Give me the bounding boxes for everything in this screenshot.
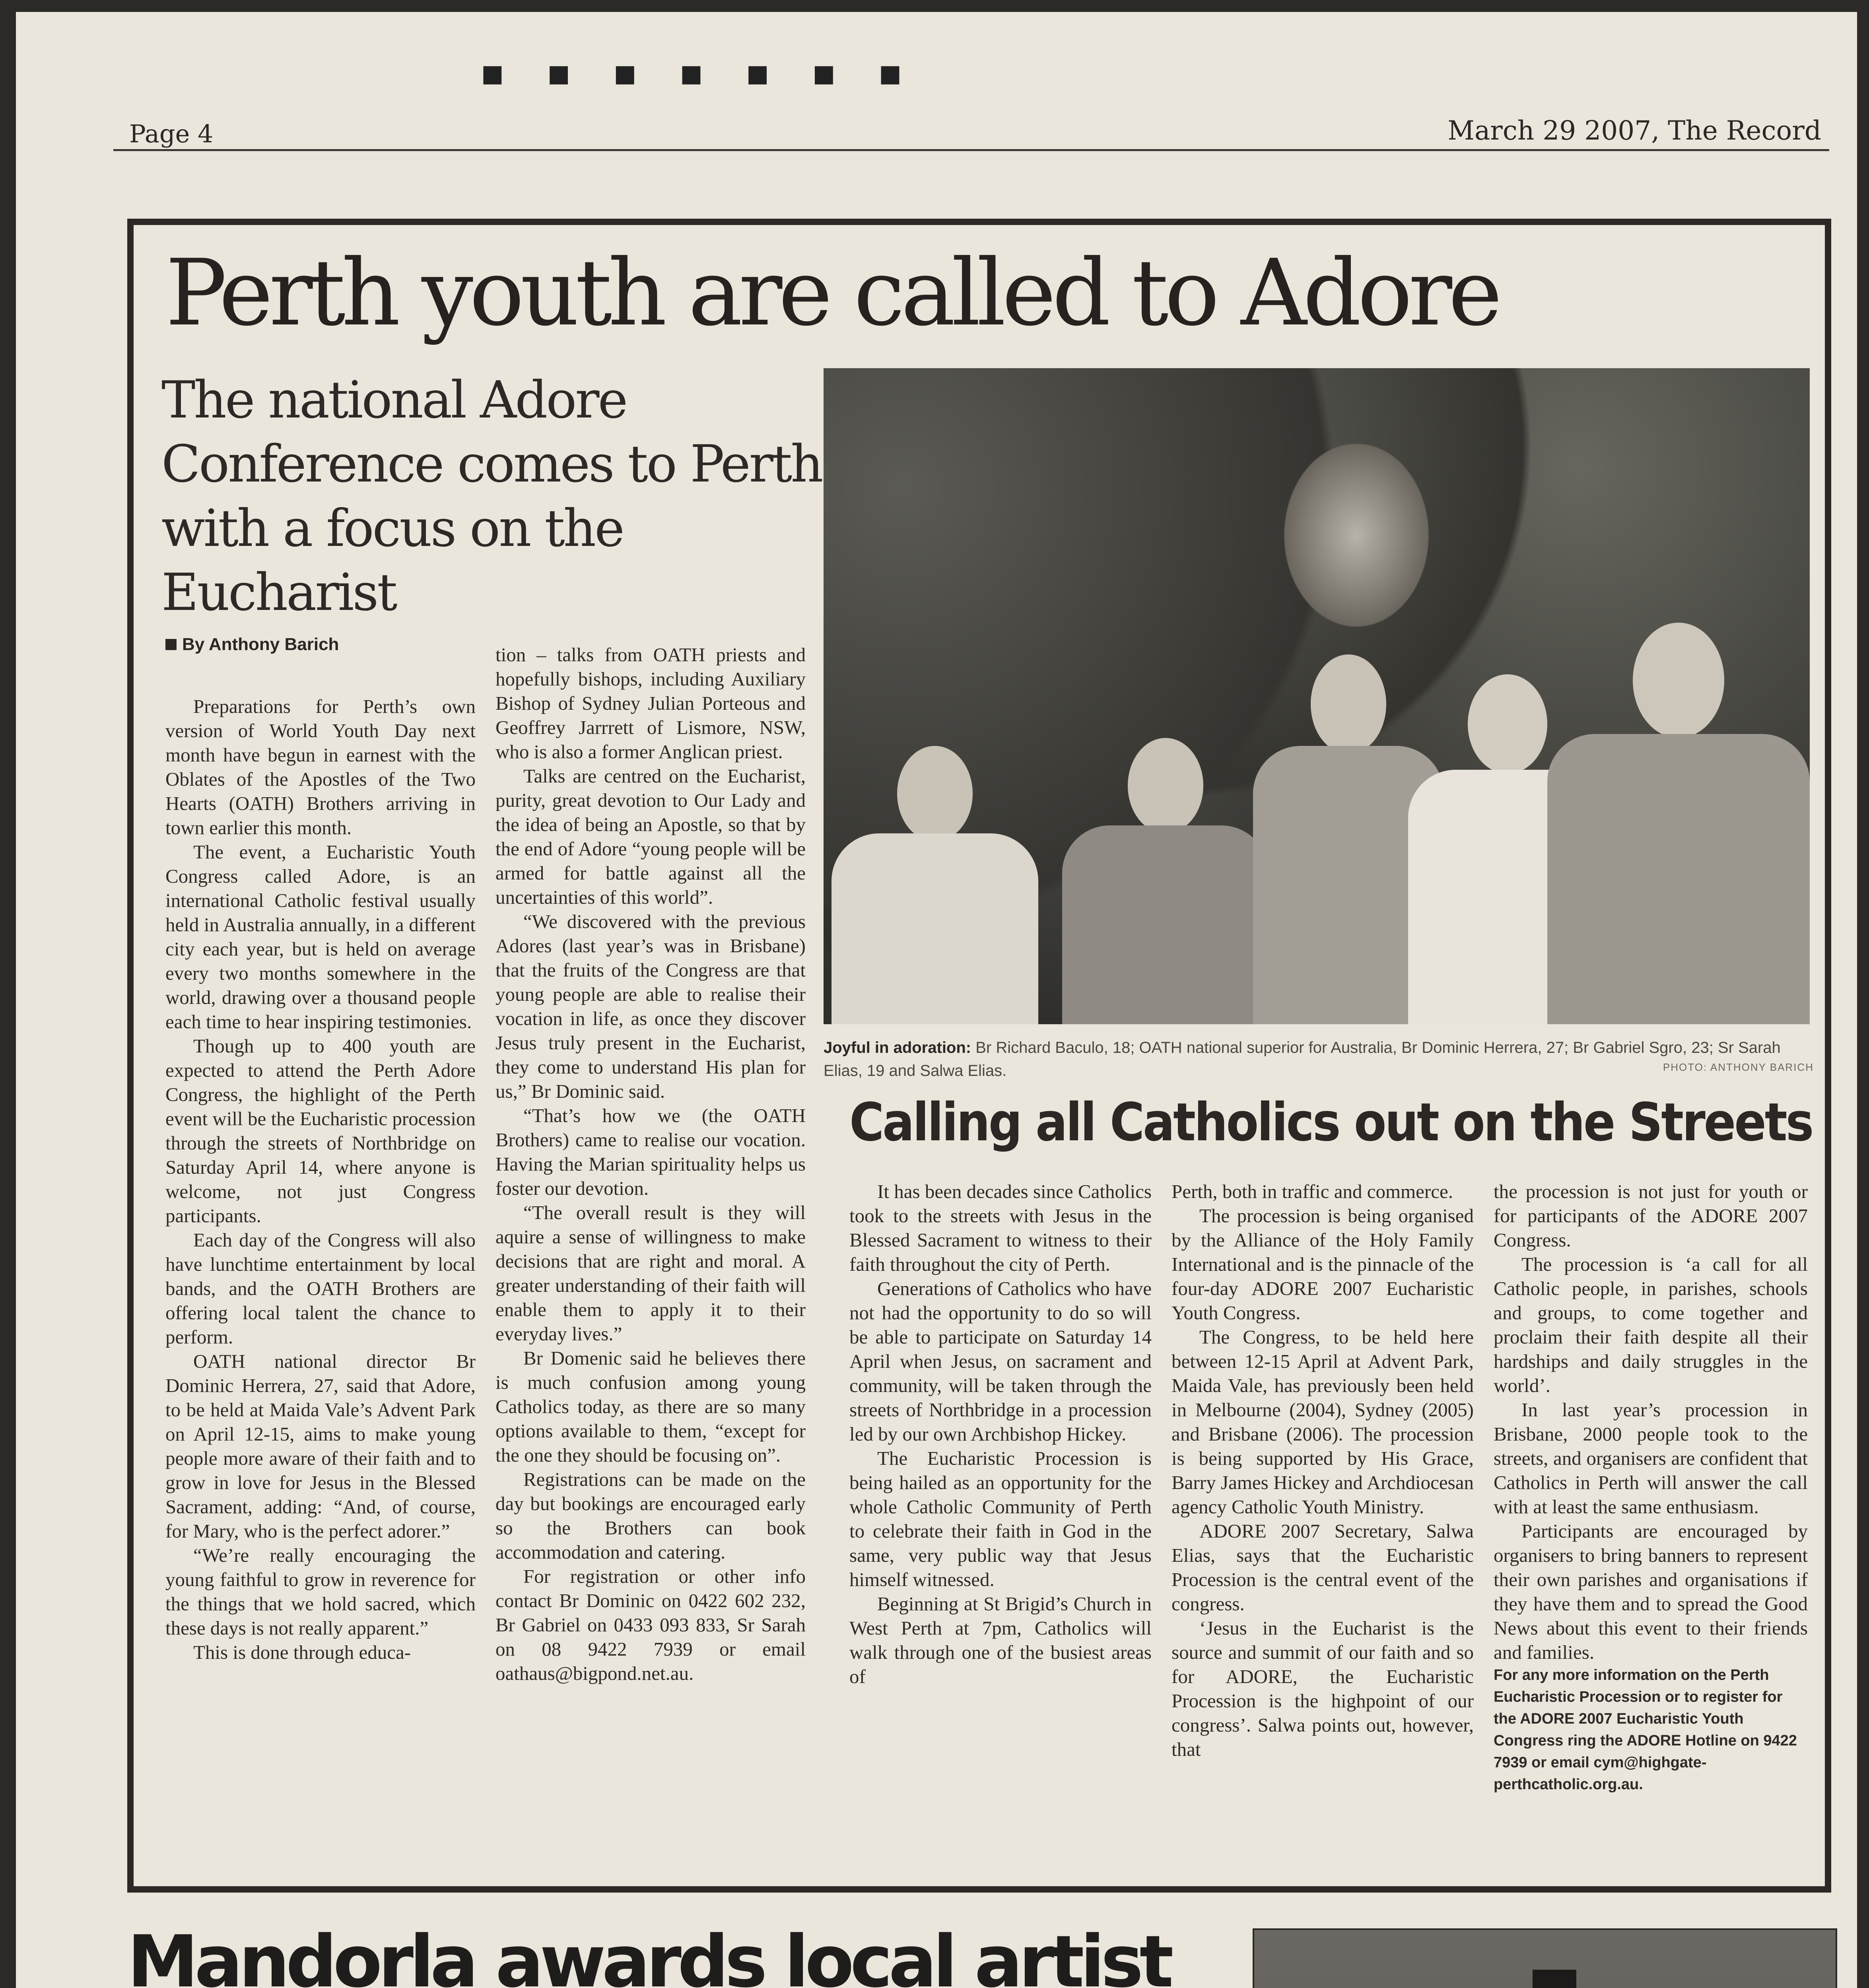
paragraph: “The overall result is they will aquire a sense of willingness to make decisions that are right and moral. A greater understanding of their faith will enable them to apply it to their everyday lives.” bbox=[495, 1202, 806, 1345]
paragraph: The procession is being organised by the Alliance of the Holy Family International and is the pinnacle of the four-day ADORE 2007 Eucharistic Youth Congress. bbox=[1172, 1205, 1474, 1324]
page-header bbox=[113, 103, 1829, 151]
paragraph: “We’re really encouraging the young faithful to grow in reverence for the things that we hold sacred, which these days is not really apparent.” bbox=[165, 1544, 476, 1639]
paragraph: tion – talks from OATH priests and hopefully bishops, including Auxiliary Bishop of Sydney Julian Porteous and Geoffrey Jarrrett of Lismore, NSW, who is also a former Anglican priest. bbox=[495, 644, 806, 763]
paragraph: For registration or other info contact Br Dominic on 0422 602 232, Br Gabriel on 0433 093 833, Sr Sarah on 08 9422 7939 or email oathaus@bigpond.net.au. bbox=[495, 1565, 806, 1684]
adore-deck: The national Adore Conference comes to Perth with a focus on the Eucharist bbox=[161, 371, 822, 622]
calling-column-1 bbox=[849, 1179, 1152, 1689]
paragraph: the procession is not just for youth or for participants of the ADORE 2007 Congress. bbox=[1494, 1180, 1808, 1251]
paragraph: Though up to 400 youth are expected to attend the Perth Adore Congress, the highlight of the Perth event will be the Eucharistic procession through the streets of Northbridge on Saturday April 14, where anyone is welcome, not just Congress participants. bbox=[165, 1035, 476, 1227]
paragraph: Generations of Catholics who have not had the opportunity to do so will be able to participate on Saturday 14 April when Jesus, on sacrament and community, will be taken through the streets of Northbridge in a procession led by our own Archbishop Hickey. bbox=[849, 1277, 1152, 1445]
paragraph: “We discovered with the previous Adores (last year’s was in Brisbane) that the fruits of the Congress are that young people are able to realise their vocation in life, as once they discover Jesus truly present in the Eucharist, they come to understand His plan for us,” Br Dominic said. bbox=[495, 911, 806, 1102]
calling-headline: Calling all Catholics out on the Streets bbox=[849, 1092, 1813, 1153]
photo-figure-2 bbox=[1062, 738, 1269, 1024]
issue-date: March 29 2007, The Record bbox=[1447, 115, 1821, 146]
paragraph: Perth, both in traffic and commerce. bbox=[1172, 1180, 1453, 1202]
paragraph: The event, a Eucharistic Youth Congress called Adore, is an international Catholic festival usually held in Australia annually, in a different city each year, but is held on average every two months somewhere in the world, drawing over a thousand people each time to hear inspiring testimonies. bbox=[165, 841, 476, 1033]
newspaper-page bbox=[16, 12, 1857, 1988]
adore-byline bbox=[165, 635, 339, 654]
caption-text: Br Richard Baculo, 18; OATH national superior for Australia, Br Dominic Herrera, 27; Br Gabriel Sgro, 23; Sr Sarah Elias, 19 and Salwa Elias. bbox=[824, 1039, 1781, 1079]
paragraph: The procession is ‘a call for all Catholic people, in parishes, schools and groups, to come together and proclaim their faith despite all their hardships and daily struggles in the world’. bbox=[1494, 1253, 1808, 1396]
adore-photo-caption bbox=[824, 1036, 1814, 1082]
contact-note: For any more information on the Perth Eucharistic Procession or to register for the ADORE 2007 Eucharistic Youth Congress ring the ADORE Hotline on 9422 7939 or email cym@highgate-perthcatholic.org.au. bbox=[1494, 1667, 1797, 1793]
caption-label: Joyful in adoration: bbox=[824, 1039, 971, 1056]
paragraph: Participants are encouraged by organisers to bring banners to represent their own parishes and organisations if they have them and to spread the Good News about this event to their friends and families. bbox=[1494, 1520, 1808, 1663]
calling-column-2 bbox=[1172, 1179, 1474, 1761]
adoration-photo bbox=[824, 368, 1810, 1024]
paragraph: This is done through educa- bbox=[193, 1641, 411, 1663]
mandorla-headline: Mandorla awards local artist bbox=[127, 1920, 1170, 1988]
adore-headline: Perth youth are called to Adore bbox=[165, 240, 1499, 346]
registration-marks: ■■■■■■■ bbox=[481, 60, 945, 87]
paragraph: Preparations for Perth’s own version of World Youth Day next month have begun in earnest with the Oblates of the Apostles of the Two Hearts (OATH) Brothers arriving in town earlier this month. bbox=[165, 695, 476, 839]
paragraph: Registrations can be made on the day but bookings are encouraged early so the Brothers can book accommodation and catering. bbox=[495, 1468, 806, 1563]
paragraph: OATH national director Br Dominic Herrera, 27, said that Adore, to be held at Maida Vale’s Advent Park on April 12-15, aims to make young people more aware of their faith and to grow in love for Jesus in the Blessed Sacrament, adding: “And, of course, for Mary, who is the perfect adorer.” bbox=[165, 1350, 476, 1542]
adore-article-box bbox=[127, 219, 1831, 1893]
paragraph: In last year’s procession in Brisbane, 2000 people took to the streets, and organisers are confident that Catholics in Perth will answer the call with at least the same enthusiasm. bbox=[1494, 1399, 1808, 1518]
adore-column-2 bbox=[495, 643, 806, 1685]
photo-figure-1 bbox=[832, 746, 1038, 1024]
paragraph: Talks are centred on the Eucharist, purity, great devotion to Our Lady and the idea of being an Apostle, so that by the end of Adore “young people will be armed for battle against all the uncertainties of this world”. bbox=[495, 765, 806, 908]
paragraph: It has been decades since Catholics took to the streets with Jesus in the Blessed Sacrament to witness to their faith throughout the city of Perth. bbox=[849, 1180, 1152, 1275]
paragraph: ADORE 2007 Secretary, Salwa Elias, says that the Eucharistic Procession is the central event of the congress. bbox=[1172, 1520, 1474, 1615]
winning-painting-photo bbox=[1253, 1928, 1837, 1988]
paragraph: ‘Jesus in the Eucharist is the source and summit of our faith and so for ADORE, the Eucharistic Procession is the highpoint of our congress’. Salwa points out, however, that bbox=[1172, 1617, 1474, 1760]
photo-credit: PHOTO: ANTHONY BARICH bbox=[1663, 1061, 1814, 1073]
cross-shape bbox=[1533, 1970, 1576, 1988]
paragraph: Each day of the Congress will also have lunchtime entertainment by local bands, and the OATH Brothers are offering local talent the chance to perform. bbox=[165, 1229, 476, 1348]
byline-bullet bbox=[165, 639, 177, 650]
page-number: Page 4 bbox=[129, 119, 214, 148]
adore-column-1 bbox=[165, 694, 476, 1664]
paragraph: Beginning at St Brigid’s Church in West Perth at 7pm, Catholics will walk through one of the busiest areas of bbox=[849, 1593, 1152, 1687]
paragraph: The Eucharistic Procession is being hailed as an opportunity for the whole Catholic Community of Perth to celebrate their faith in God in the same, very public way that Jesus himself witnessed. bbox=[849, 1447, 1152, 1590]
paragraph: The Congress, to be held here between 12-15 April at Advent Park, Maida Vale, has previously been held in Melbourne (2004), Sydney (2005) and Brisbane (2006). The procession is being supported by His Grace, Barry James Hickey and Archdiocesan agency Catholic Youth Ministry. bbox=[1172, 1326, 1474, 1518]
paragraph: Br Domenic said he believes there is much confusion among young Catholics today, as there are so many options available to them, “except for the one they should be focusing on”. bbox=[495, 1347, 806, 1466]
adore-byline-text: By Anthony Barich bbox=[182, 635, 339, 654]
calling-column-3 bbox=[1494, 1179, 1808, 1796]
paragraph: “That’s how we (the OATH Brothers) came to realise our vocation. Having the Marian spirituality helps us foster our devotion. bbox=[495, 1105, 806, 1199]
photo-figure-5 bbox=[1547, 623, 1810, 1024]
